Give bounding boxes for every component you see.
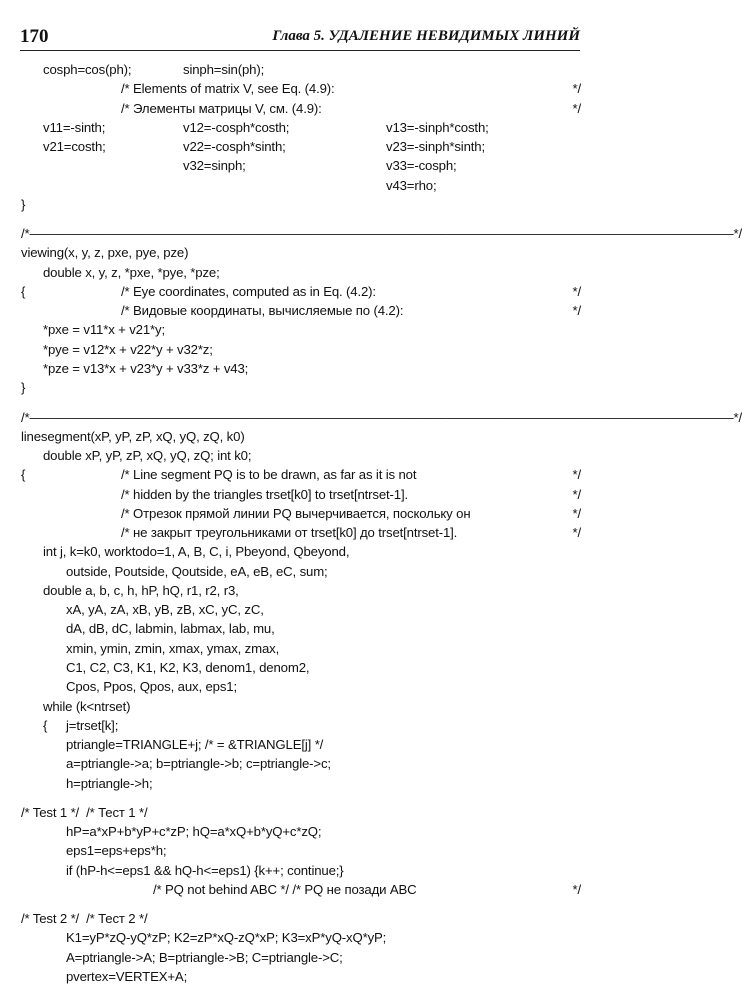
code-line (21, 880, 581, 899)
code-segment: j=trset[k]; (66, 717, 119, 733)
code-line (21, 600, 581, 619)
code-segment: { (21, 283, 26, 299)
code-segment: v43=rho; (386, 177, 437, 193)
code-line (21, 320, 581, 339)
code-segment: /* Элементы матрицы V, см. (4.9): (121, 100, 322, 116)
code-line (21, 137, 581, 156)
code-segment: hP=a*xP+b*yP+c*zP; hQ=a*xQ+b*yQ+c*zQ; (66, 824, 322, 840)
code-segment: v11=-sinth; (43, 119, 106, 135)
code-segment: /* Elements of matrix V, see Eq. (4.9): (121, 81, 335, 97)
code-segment: /* PQ not behind ABC */ /* PQ не позади ABC (153, 881, 417, 897)
code-line (21, 581, 581, 600)
code-segment: *pze = v13*x + v23*y + v33*z + v43; (43, 360, 249, 376)
code-segment: cosph=cos(ph); (43, 62, 132, 77)
code-segment: if (hP-h<=eps1 && hQ-h<=eps1) {k++; continue;} (66, 862, 344, 878)
code-segment: dA, dB, dC, labmin, labmax, lab, mu, (66, 621, 275, 637)
code-line (21, 446, 581, 465)
code-line (21, 408, 742, 427)
code-line (21, 176, 581, 195)
comment-end: */ (572, 100, 581, 116)
code-segment: xA, yA, zA, xB, yB, zB, xC, yC, zC, (66, 602, 264, 618)
code-segment: v33=-cosph; (386, 158, 457, 174)
code-segment: /* hidden by the triangles trset[k0] to trset[ntrset-1]. (121, 486, 408, 502)
blank-gap (21, 899, 581, 909)
code-line (21, 861, 581, 880)
code-line (21, 118, 581, 137)
code-line (21, 619, 581, 638)
code-segment: viewing(x, y, z, pxe, pye, pze) (21, 245, 189, 261)
code-line (21, 677, 581, 696)
code-line (21, 359, 581, 378)
comment-end: */ (572, 467, 581, 483)
code-segment: K1=yP*zQ-yQ*zP; K2=zP*xQ-zQ*xP; K3=xP*yQ-xQ*yP; (66, 930, 387, 946)
code-segment: /* Test 2 */ /* Тест 2 */ (21, 911, 148, 927)
code-line (21, 156, 581, 175)
code-segment: double a, b, c, h, hP, hQ, r1, r2, r3, (43, 582, 239, 598)
code-line (21, 485, 581, 504)
code-line (21, 465, 581, 484)
code-line (21, 243, 581, 262)
comment-end: */ (572, 283, 581, 299)
code-line (21, 523, 581, 542)
code-segment: A=ptriangle->A; B=ptriangle->B; C=ptriangle->C; (66, 949, 343, 965)
code-line (21, 841, 581, 860)
comment-end: */ (572, 505, 581, 521)
code-segment: double xP, yP, zP, xQ, yQ, zQ; int k0; (43, 448, 252, 464)
code-segment: double x, y, z, *pxe, *pye, *pze; (43, 264, 220, 280)
code-segment: /* Отрезок прямой линии PQ вычерчивается, поскольку он (121, 505, 471, 521)
code-segment: /*——————————————————————————————————————————————————————*/ (21, 226, 742, 242)
code-segment: ptriangle=TRIANGLE+j; /* = &TRIANGLE[j] */ (66, 737, 324, 753)
code-segment: } (21, 380, 26, 396)
blank-gap (21, 214, 581, 224)
comment-end: */ (572, 486, 581, 502)
code-segment: } (21, 196, 26, 212)
header-rule (20, 50, 580, 51)
code-line (21, 263, 581, 282)
code-line (21, 774, 581, 793)
code-line (21, 967, 581, 986)
blank-gap (21, 398, 581, 408)
code-line (21, 697, 581, 716)
chapter-title: Глава 5. УДАЛЕНИЕ НЕВИДИМЫХ ЛИНИЙ (272, 28, 580, 44)
code-line (21, 735, 581, 754)
code-line (21, 195, 581, 214)
code-segment: *pxe = v11*x + v21*y; (43, 322, 165, 338)
code-segment: { (21, 467, 26, 483)
code-line (21, 562, 581, 581)
blank-gap (21, 793, 581, 803)
code-line (21, 282, 581, 301)
code-line (21, 928, 581, 947)
code-segment: /* Eye coordinates, computed as in Eq. (4.2): (121, 283, 376, 299)
code-segment: eps1=eps+eps*h; (66, 843, 167, 859)
code-segment: sinph=sin(ph); (183, 62, 265, 77)
code-line (21, 79, 581, 98)
code-line (21, 803, 581, 822)
comment-end: */ (572, 303, 581, 319)
code-listing (21, 60, 742, 986)
code-segment: /* Видовые координаты, вычисляемые по (4.2): (121, 303, 404, 319)
code-line (21, 301, 581, 320)
code-line (21, 822, 581, 841)
code-line (21, 60, 581, 79)
code-segment: { (43, 717, 48, 733)
code-segment: xmin, ymin, zmin, xmax, ymax, zmax, (66, 640, 280, 656)
code-segment: v23=-sinph*sinth; (386, 139, 485, 155)
code-segment: v32=sinph; (183, 158, 246, 174)
code-segment: v21=costh; (43, 139, 106, 155)
code-segment: Cpos, Ppos, Qpos, aux, eps1; (66, 679, 237, 695)
code-segment: C1, C2, C3, K1, K2, K3, denom1, denom2, (66, 659, 310, 675)
code-line (21, 909, 581, 928)
code-line (21, 427, 581, 446)
code-segment: h=ptriangle->h; (66, 775, 153, 791)
code-line (21, 224, 742, 243)
code-segment: linesegment(xP, yP, zP, xQ, yQ, zQ, k0) (21, 428, 245, 444)
comment-end: */ (572, 525, 581, 541)
code-segment: /* Line segment PQ is to be drawn, as far as it is not (121, 467, 417, 483)
code-segment: /* Test 1 */ /* Тест 1 */ (21, 804, 148, 820)
code-line (21, 948, 581, 967)
code-line (21, 754, 581, 773)
code-line (21, 658, 581, 677)
code-line (21, 542, 581, 561)
page-header (20, 26, 580, 50)
code-segment: /*——————————————————————————————————————————————————————*/ (21, 409, 742, 425)
code-segment: while (k<ntrset) (43, 698, 131, 714)
code-line (21, 504, 581, 523)
comment-end: */ (572, 81, 581, 97)
page-number: 170 (20, 26, 49, 47)
code-segment: v22=-cosph*sinth; (183, 139, 286, 155)
code-segment: pvertex=VERTEX+A; (66, 968, 188, 984)
code-line (21, 639, 581, 658)
code-segment: /* не закрыт треугольниками от trset[k0] до trset[ntrset-1]. (121, 525, 458, 541)
code-segment: *pye = v12*x + v22*y + v32*z; (43, 341, 213, 357)
code-segment: v13=-sinph*costh; (386, 119, 489, 135)
comment-end: */ (572, 881, 581, 897)
code-line (21, 340, 581, 359)
code-line (21, 378, 581, 397)
code-segment: int j, k=k0, worktodo=1, A, B, C, i, Pbeyond, Qbeyond, (43, 544, 350, 560)
code-segment: a=ptriangle->a; b=ptriangle->b; c=ptriangle->c; (66, 756, 331, 772)
code-line (21, 716, 581, 735)
code-segment: v12=-cosph*costh; (183, 119, 290, 135)
code-segment: outside, Poutside, Qoutside, eA, eB, eC, sum; (66, 563, 328, 579)
code-line (21, 99, 581, 118)
